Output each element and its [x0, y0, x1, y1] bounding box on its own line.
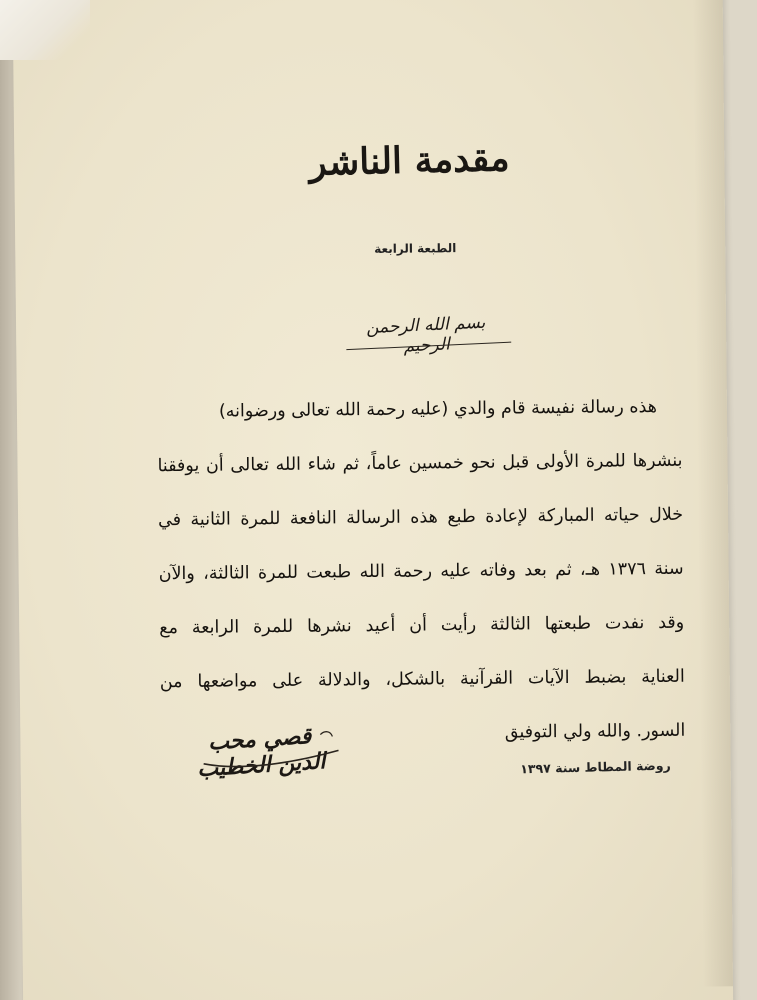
page-title: مقدمة الناشر — [308, 137, 510, 185]
author-signature: قصي محب الدين الخطيب — [196, 723, 327, 783]
reverse-side-bleed-through: ​ ​ ​ ​ ​ ​ ​ ​ — [123, 66, 126, 290]
book-page — [13, 0, 734, 1000]
page-corner-highlight — [0, 0, 90, 60]
signature-flourish — [198, 728, 348, 774]
paragraph-line: العناية بضبط الآيات القرآنية بالشكل، والدلالة على مواضعها من — [159, 666, 685, 693]
paragraph-line: وقد نفدت طبعتها الثالثة رأيت أن أعيد نشرها للمرة الرابعة مع — [159, 612, 685, 639]
edition-label: الطبعة الرابعة — [374, 241, 457, 256]
place-and-date: روضة المطاط سنة ١٣٩٧ — [520, 757, 671, 777]
paragraph-line: بنشرها للمرة الأولى قبل نحو خمسين عاماً، ثم شاء الله تعالى أن يوفقنا — [157, 450, 683, 477]
page-edge-shading — [693, 0, 733, 987]
paragraph-line: هذه رسالة نفيسة قام والدي (عليه رحمة الله تعالى ورضوانه) — [218, 397, 658, 422]
basmala-calligraphy: بسم الله الرحمن الرحيم — [365, 312, 486, 357]
introduction-paragraph — [157, 380, 686, 763]
paragraph-line: سنة ١٣٧٦ هـ، ثم بعد وفاته عليه رحمة الله طبعت للمرة الثالثة، والآن — [158, 558, 684, 585]
paragraph-line: السور. والله ولي التوفيق — [504, 720, 686, 743]
paragraph-line: خلال حياته المباركة لإعادة طبع هذه الرسالة النافعة للمرة الثانية في — [157, 504, 684, 531]
